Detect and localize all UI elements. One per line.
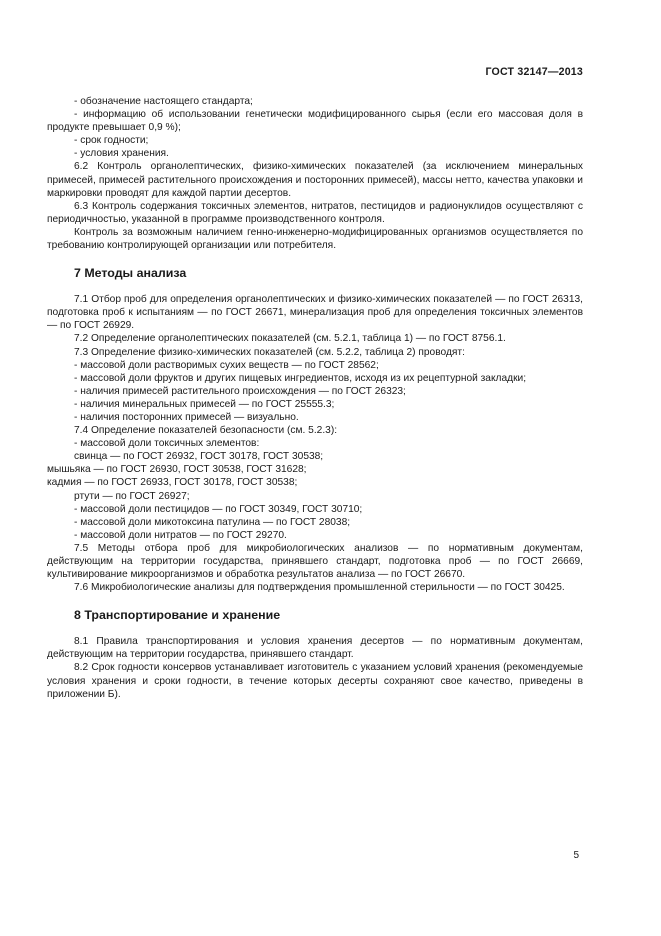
list-item: - наличия примесей растительного происхождения — по ГОСТ 26323;: [74, 385, 406, 397]
section-7-title: 7 Методы анализа: [74, 266, 187, 281]
list-item: - обозначение настоящего стандарта;: [74, 96, 253, 107]
list-item: - срок годности;: [74, 135, 149, 147]
paragraph-7-6: 7.6 Микробиологические анализы для подтверждения промышленной стерильности — по ГОСТ 30425.: [74, 582, 565, 594]
section-8-title: 8 Транспортирование и хранение: [74, 608, 281, 623]
list-item: - массовой доли фруктов и других пищевых ингредиентов, исходя из их рецептурной закладки;: [74, 372, 527, 384]
list-item: кадмия — по ГОСТ 26933, ГОСТ 30178, ГОСТ 30538;: [47, 477, 298, 489]
list-item: свинца — по ГОСТ 26932, ГОСТ 30178, ГОСТ 30538;: [74, 451, 324, 463]
list-item: ртути — по ГОСТ 26927;: [74, 490, 190, 502]
list-item: - массовой доли токсичных элементов:: [74, 438, 260, 450]
list-item: - массовой доли растворимых сухих веществ — по ГОСТ 28562;: [74, 359, 379, 371]
page-number: 5: [573, 850, 579, 861]
paragraph-gmo-control: Контроль за возможным наличием генно-инженерно-модифицированных организмов осуществляется по требованию контролирующей организации или потребителя.: [47, 226, 583, 252]
paragraph-8-1: 8.1 Правила транспортирования и условия хранения десертов — по нормативным документам, действующим на территории государства, принявшего стандарт.: [47, 636, 583, 661]
paragraph-6-3: 6.3 Контроль содержания токсичных элементов, нитратов, пестицидов и радионуклидов осуществляют с периодичностью, указанной в программе производственного контроля.: [47, 200, 583, 225]
page-body: [47, 95, 583, 701]
paragraph-7-1: 7.1 Отбор проб для определения органолептических и физико-химических показателей — по ГОСТ 26313, подготовка проб к испытаниям — по ГОСТ 26671, минерализация проб для определения токсичных элементов — по ГОСТ 26929.: [47, 294, 583, 332]
list-item: - массовой доли пестицидов — по ГОСТ 30349, ГОСТ 30710;: [74, 503, 363, 515]
list-item: - наличия посторонних примесей — визуально.: [74, 411, 299, 423]
paragraph-7-2: 7.2 Определение органолептических показателей (см. 5.2.1, таблица 1) — по ГОСТ 8756.1.: [74, 333, 506, 345]
document-id: ГОСТ 32147—2013: [485, 66, 583, 78]
list-item: - массовой доли нитратов — по ГОСТ 29270.: [74, 529, 287, 541]
list-item: - наличия минеральных примесей — по ГОСТ 25555.3;: [74, 398, 335, 410]
paragraph-8-2: 8.2 Срок годности консервов устанавливает изготовитель с указанием условий хранения (рекомендуемые условия хранения и сроки годности, в течение которых десерты сохраняют свое качество, приведены в приложении Б).: [47, 662, 583, 700]
paragraph-7-3: 7.3 Определение физико-химических показателей (см. 5.2.2, таблица 2) проводят:: [74, 346, 465, 358]
list-item: - условия хранения.: [74, 148, 169, 160]
paragraph-7-5: 7.5 Методы отбора проб для микробиологических анализов — по нормативным документам, действующим на территории государства, принявшего стандарт, подготовка проб — по ГОСТ 26669, культивирование микроорганизмов и обработка результатов анализа — по ГОСТ 26670.: [47, 542, 583, 581]
list-item: мышьяка — по ГОСТ 26930, ГОСТ 30538, ГОСТ 31628;: [47, 464, 307, 476]
paragraph-7-4: 7.4 Определение показателей безопасности (см. 5.2.3):: [74, 425, 338, 437]
list-item: - массовой доли микотоксина патулина — по ГОСТ 28038;: [74, 516, 351, 528]
list-item: - информацию об использовании генетически модифицированного сырья (если его массовая доля в продукте превышает 0,9 %);: [47, 109, 583, 134]
paragraph-6-2: 6.2 Контроль органолептических, физико-химических показателей (за исключением минеральных примесей, примесей растительного происхождения и посторонних примесей), массы нетто, качества упаковки и маркировки проводят для каждой партии десертов.: [47, 161, 583, 199]
